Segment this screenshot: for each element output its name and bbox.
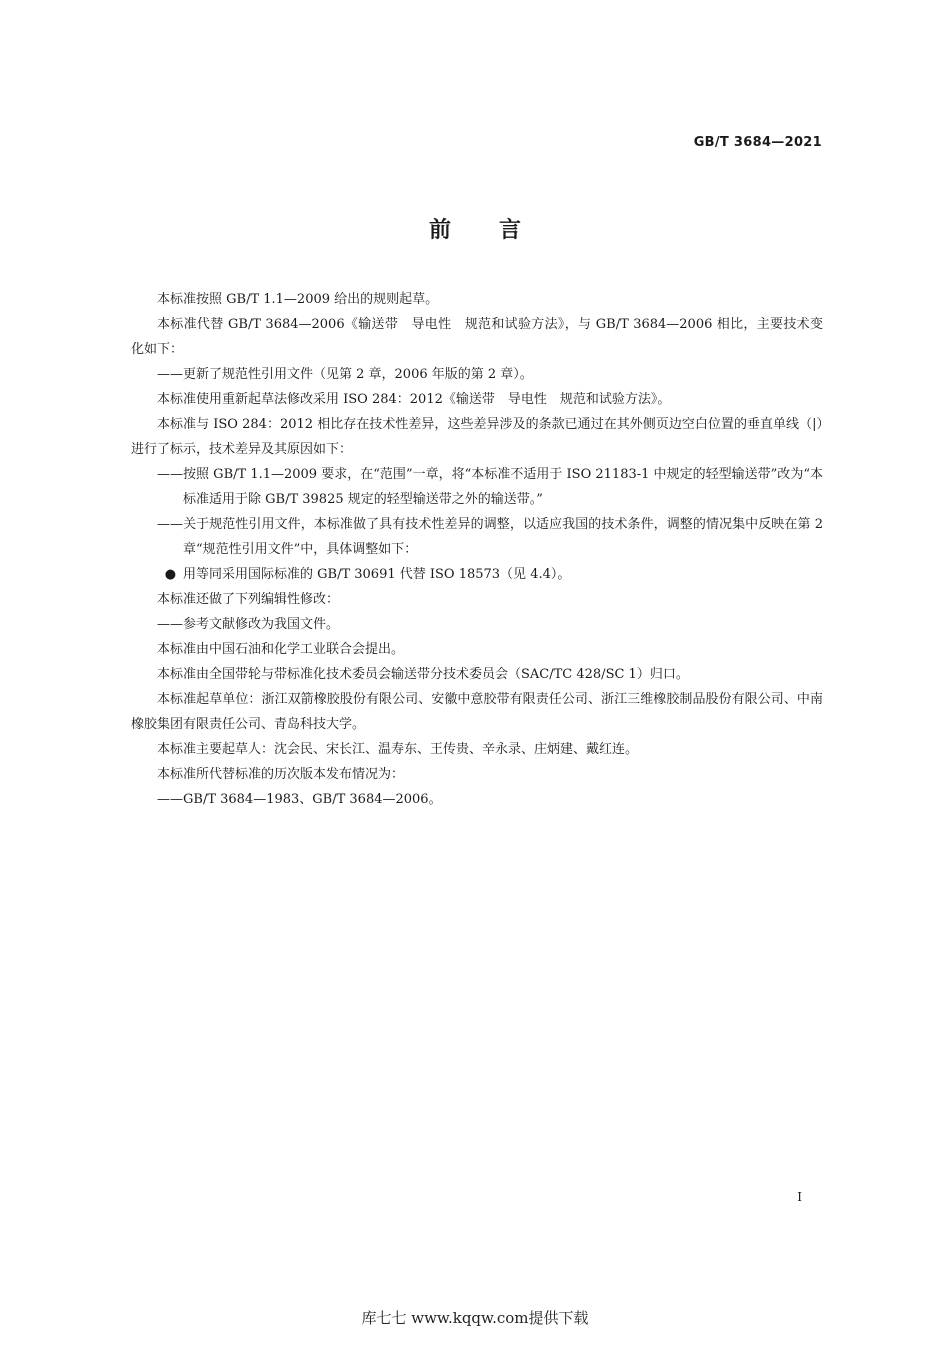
bullet-item-text: 用等同采用国际标准的 GB/T 30691 代替 ISO 18573（见 4.4）。 (183, 567, 571, 582)
paragraph-drafting-rules: 本标准按照 GB/T 1.1—2009 给出的规则起草。 (157, 292, 439, 307)
paragraph-drafters: 本标准主要起草人：沈会民、宋长江、温寿东、王传贵、辛永录、庄炳建、戴红连。 (157, 742, 639, 757)
foreword-body (131, 287, 823, 812)
paragraph-history: 本标准所代替标准的历次版本发布情况为： (157, 767, 405, 782)
bullet-icon: ● (164, 567, 177, 582)
footer-download-note: 库七七 www.kqqw.com提供下载 (361, 1309, 589, 1327)
page-number: I (797, 1190, 802, 1204)
paragraph-proposer: 本标准由中国石油和化学工业联合会提出。 (157, 642, 405, 657)
page-title: 前言 (428, 218, 569, 243)
paragraph-technical-differences: 本标准与 ISO 284：2012 相比存在技术性差异，这些差异涉及的条款已通过在其外侧页边空白位置的垂直单线（|）进行了标示，技术差异及其原因如下： (131, 417, 823, 457)
list-item-reference-difference: —— 关于规范性引用文件，本标准做了具有技术性差异的调整，以适应我国的技术条件，调整的情况集中反映在第 2 章“规范性引用文件”中，具体调整如下： (131, 512, 823, 562)
paragraph-adoption: 本标准使用重新起草法修改采用 ISO 284：2012《输送带 导电性 规范和试验方法》。 (157, 392, 671, 407)
list-item-bibliography: —— 参考文献修改为我国文件。 (131, 612, 823, 637)
list-item-history-versions: —— GB/T 3684—1983、GB/T 3684—2006。 (131, 787, 823, 812)
paragraph-replacement: 本标准代替 GB/T 3684—2006《输送带 导电性 规范和试验方法》，与 GB/T 3684—2006 相比，主要技术变化如下： (131, 317, 823, 357)
bullet-item (131, 562, 823, 587)
paragraph-drafting-units: 本标准起草单位：浙江双箭橡胶股份有限公司、安徽中意胶带有限责任公司、浙江三维橡胶制品股份有限公司、中南橡胶集团有限责任公司、青岛科技大学。 (131, 692, 823, 732)
list-item-change: —— 更新了规范性引用文件（见第 2 章，2006 年版的第 2 章）。 (131, 362, 823, 387)
paragraph-committee: 本标准由全国带轮与带标准化技术委员会输送带分技术委员会（SAC/TC 428/SC 1）归口。 (157, 667, 689, 682)
list-item-scope-difference: —— 按照 GB/T 1.1—2009 要求，在“范围”一章，将“本标准不适用于 ISO 21183-1 中规定的轻型输送带”改为“本标准适用于除 GB/T 39825 规定的轻型输送带之外的输送带。” (131, 462, 823, 512)
paragraph-editorial: 本标准还做了下列编辑性修改： (157, 592, 340, 607)
standard-code: GB/T 3684—2021 (693, 135, 822, 150)
